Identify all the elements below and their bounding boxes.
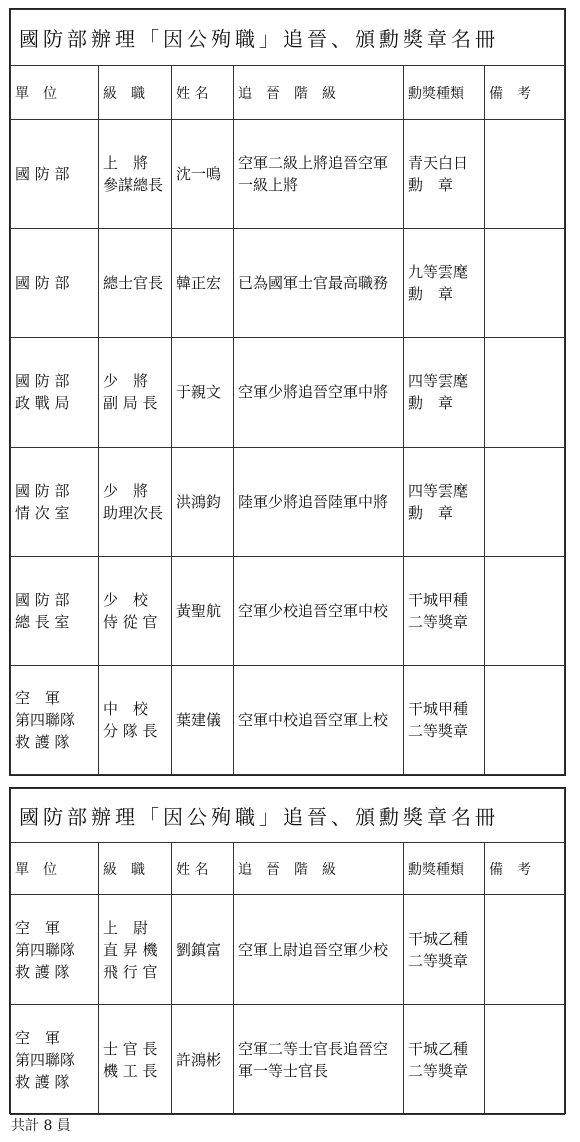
header-remark: 備 考 [485, 66, 565, 120]
remark-cell [485, 556, 565, 665]
award-line: 干城乙種 [408, 929, 469, 948]
award-line: 干城甲種 [408, 699, 469, 718]
promotion-cell: 空軍少將追晉空軍中將 [234, 338, 404, 447]
rank-line: 副 局 長 [103, 394, 158, 413]
header-promotion: 追 晉 階 級 [234, 843, 404, 895]
unit-line: 國 防 部 [15, 372, 70, 391]
award-line: 青天白日 [408, 154, 469, 173]
header-row [11, 66, 565, 120]
table-row [11, 229, 565, 338]
rank-cell [99, 1005, 172, 1115]
unit-line: 空 軍 [15, 918, 61, 937]
award-cell [404, 556, 485, 665]
rank-cell [99, 895, 172, 1005]
award-cell [404, 895, 485, 1005]
unit-line: 第四聯隊 [15, 1050, 76, 1069]
rank-line: 分 隊 長 [103, 721, 158, 740]
award-cell [404, 120, 485, 229]
name-cell: 黃聖航 [172, 556, 234, 665]
table-row [11, 895, 565, 1005]
header-award: 勳獎種類 [404, 843, 485, 895]
name-cell: 許鴻彬 [172, 1005, 234, 1115]
rank-cell [99, 229, 172, 338]
unit-line: 政 戰 局 [15, 394, 70, 413]
award-line: 二等獎章 [408, 612, 469, 631]
unit-line: 救 護 隊 [15, 962, 70, 981]
unit-cell [11, 120, 99, 229]
award-cell [404, 338, 485, 447]
unit-line: 國 防 部 [15, 590, 70, 609]
name-cell: 葉建儀 [172, 665, 234, 774]
remark-cell [485, 120, 565, 229]
rank-cell [99, 665, 172, 774]
award-cell [404, 1005, 485, 1115]
promotion-cell: 空軍二等士官長追晉空軍一等士官長 [234, 1005, 404, 1115]
unit-cell [11, 665, 99, 774]
rank-line: 助理次長 [103, 503, 164, 522]
name-cell: 洪鴻鈞 [172, 447, 234, 556]
rank-line: 少 校 [103, 590, 149, 609]
table-title: 國防部辦理「因公殉職」追晉、頒勳獎章名冊 [11, 10, 565, 66]
unit-line: 總 長 室 [15, 612, 70, 631]
unit-line: 空 軍 [15, 688, 61, 707]
unit-cell [11, 1005, 99, 1115]
promotion-cell: 空軍上尉追晉空軍少校 [234, 895, 404, 1005]
promotion-cell: 空軍中校追晉空軍上校 [234, 665, 404, 774]
remark-cell [485, 229, 565, 338]
award-line: 四等雲麾 [408, 372, 469, 391]
table-row [11, 1005, 565, 1115]
rank-line: 少 將 [103, 372, 149, 391]
award-line: 勳 章 [408, 394, 454, 413]
award-line: 二等獎章 [408, 721, 469, 740]
award-cell [404, 229, 485, 338]
header-row-repeat [11, 843, 565, 895]
rank-line: 上 尉 [103, 918, 149, 937]
unit-line: 空 軍 [15, 1028, 61, 1047]
rank-cell [99, 120, 172, 229]
award-cell [404, 665, 485, 774]
remark-cell [485, 895, 565, 1005]
unit-line: 第四聯隊 [15, 710, 76, 729]
rank-cell [99, 556, 172, 665]
unit-line: 第四聯隊 [15, 940, 76, 959]
rank-line: 飛 行 官 [103, 962, 158, 981]
rank-line: 總士官長 [103, 274, 164, 293]
rank-line: 機 工 長 [103, 1061, 158, 1080]
table-row [11, 447, 565, 556]
rank-line: 直 昇 機 [103, 940, 158, 959]
unit-cell [11, 556, 99, 665]
unit-line: 救 護 隊 [15, 732, 70, 751]
name-cell: 沈一鳴 [172, 120, 234, 229]
award-line: 四等雲麾 [408, 481, 469, 500]
header-rank: 級 職 [99, 66, 172, 120]
unit-cell [11, 895, 99, 1005]
rank-line: 參謀總長 [103, 176, 164, 195]
header-unit: 單 位 [11, 843, 99, 895]
promotion-cell: 空軍少校追晉空軍中校 [234, 556, 404, 665]
award-line: 二等獎章 [408, 1061, 469, 1080]
award-line: 干城乙種 [408, 1039, 469, 1058]
promotion-cell: 陸軍少將追晉陸軍中將 [234, 447, 404, 556]
award-line: 干城甲種 [408, 590, 469, 609]
table-row [11, 665, 565, 774]
unit-cell [11, 229, 99, 338]
unit-line: 國 防 部 [15, 274, 70, 293]
header-remark: 備 考 [485, 843, 565, 895]
award-cell [404, 447, 485, 556]
rank-cell [99, 338, 172, 447]
promotion-cell: 已為國軍士官最高職務 [234, 229, 404, 338]
award-line: 勳 章 [408, 285, 454, 304]
name-cell: 劉鎮富 [172, 895, 234, 1005]
table-title-repeat: 國防部辦理「因公殉職」追晉、頒勳獎章名冊 [11, 789, 565, 843]
remark-cell [485, 447, 565, 556]
roster-table-page-2 [9, 787, 566, 1114]
remark-cell [485, 1005, 565, 1115]
remark-cell [485, 338, 565, 447]
unit-cell [11, 338, 99, 447]
name-cell: 于親文 [172, 338, 234, 447]
total-count: 共計 8 員 [11, 1118, 71, 1134]
header-name: 姓 名 [172, 843, 234, 895]
table-row [11, 120, 565, 229]
rank-line: 中 校 [103, 699, 149, 718]
roster-table-page-1 [9, 8, 566, 776]
award-line: 九等雲麾 [408, 263, 469, 282]
unit-line: 國 防 部 [15, 481, 70, 500]
unit-line: 情 次 室 [15, 503, 70, 522]
header-award: 勳獎種類 [404, 66, 485, 120]
remark-cell [485, 665, 565, 774]
award-line: 二等獎章 [408, 951, 469, 970]
promotion-cell: 空軍二級上將追晉空軍一級上將 [234, 120, 404, 229]
header-name: 姓 名 [172, 66, 234, 120]
unit-line: 國 防 部 [15, 165, 70, 184]
table-row [11, 556, 565, 665]
rank-line: 上 將 [103, 154, 149, 173]
header-promotion: 追 晉 階 級 [234, 66, 404, 120]
rank-line: 侍 從 官 [103, 612, 158, 631]
rank-cell [99, 447, 172, 556]
award-line: 勳 章 [408, 176, 454, 195]
unit-cell [11, 447, 99, 556]
header-rank: 級 職 [99, 843, 172, 895]
table-row [11, 338, 565, 447]
name-cell: 韓正宏 [172, 229, 234, 338]
unit-line: 救 護 隊 [15, 1072, 70, 1091]
rank-line: 士 官 長 [103, 1039, 158, 1058]
award-line: 勳 章 [408, 503, 454, 522]
rank-line: 少 將 [103, 481, 149, 500]
header-unit: 單 位 [11, 66, 99, 120]
